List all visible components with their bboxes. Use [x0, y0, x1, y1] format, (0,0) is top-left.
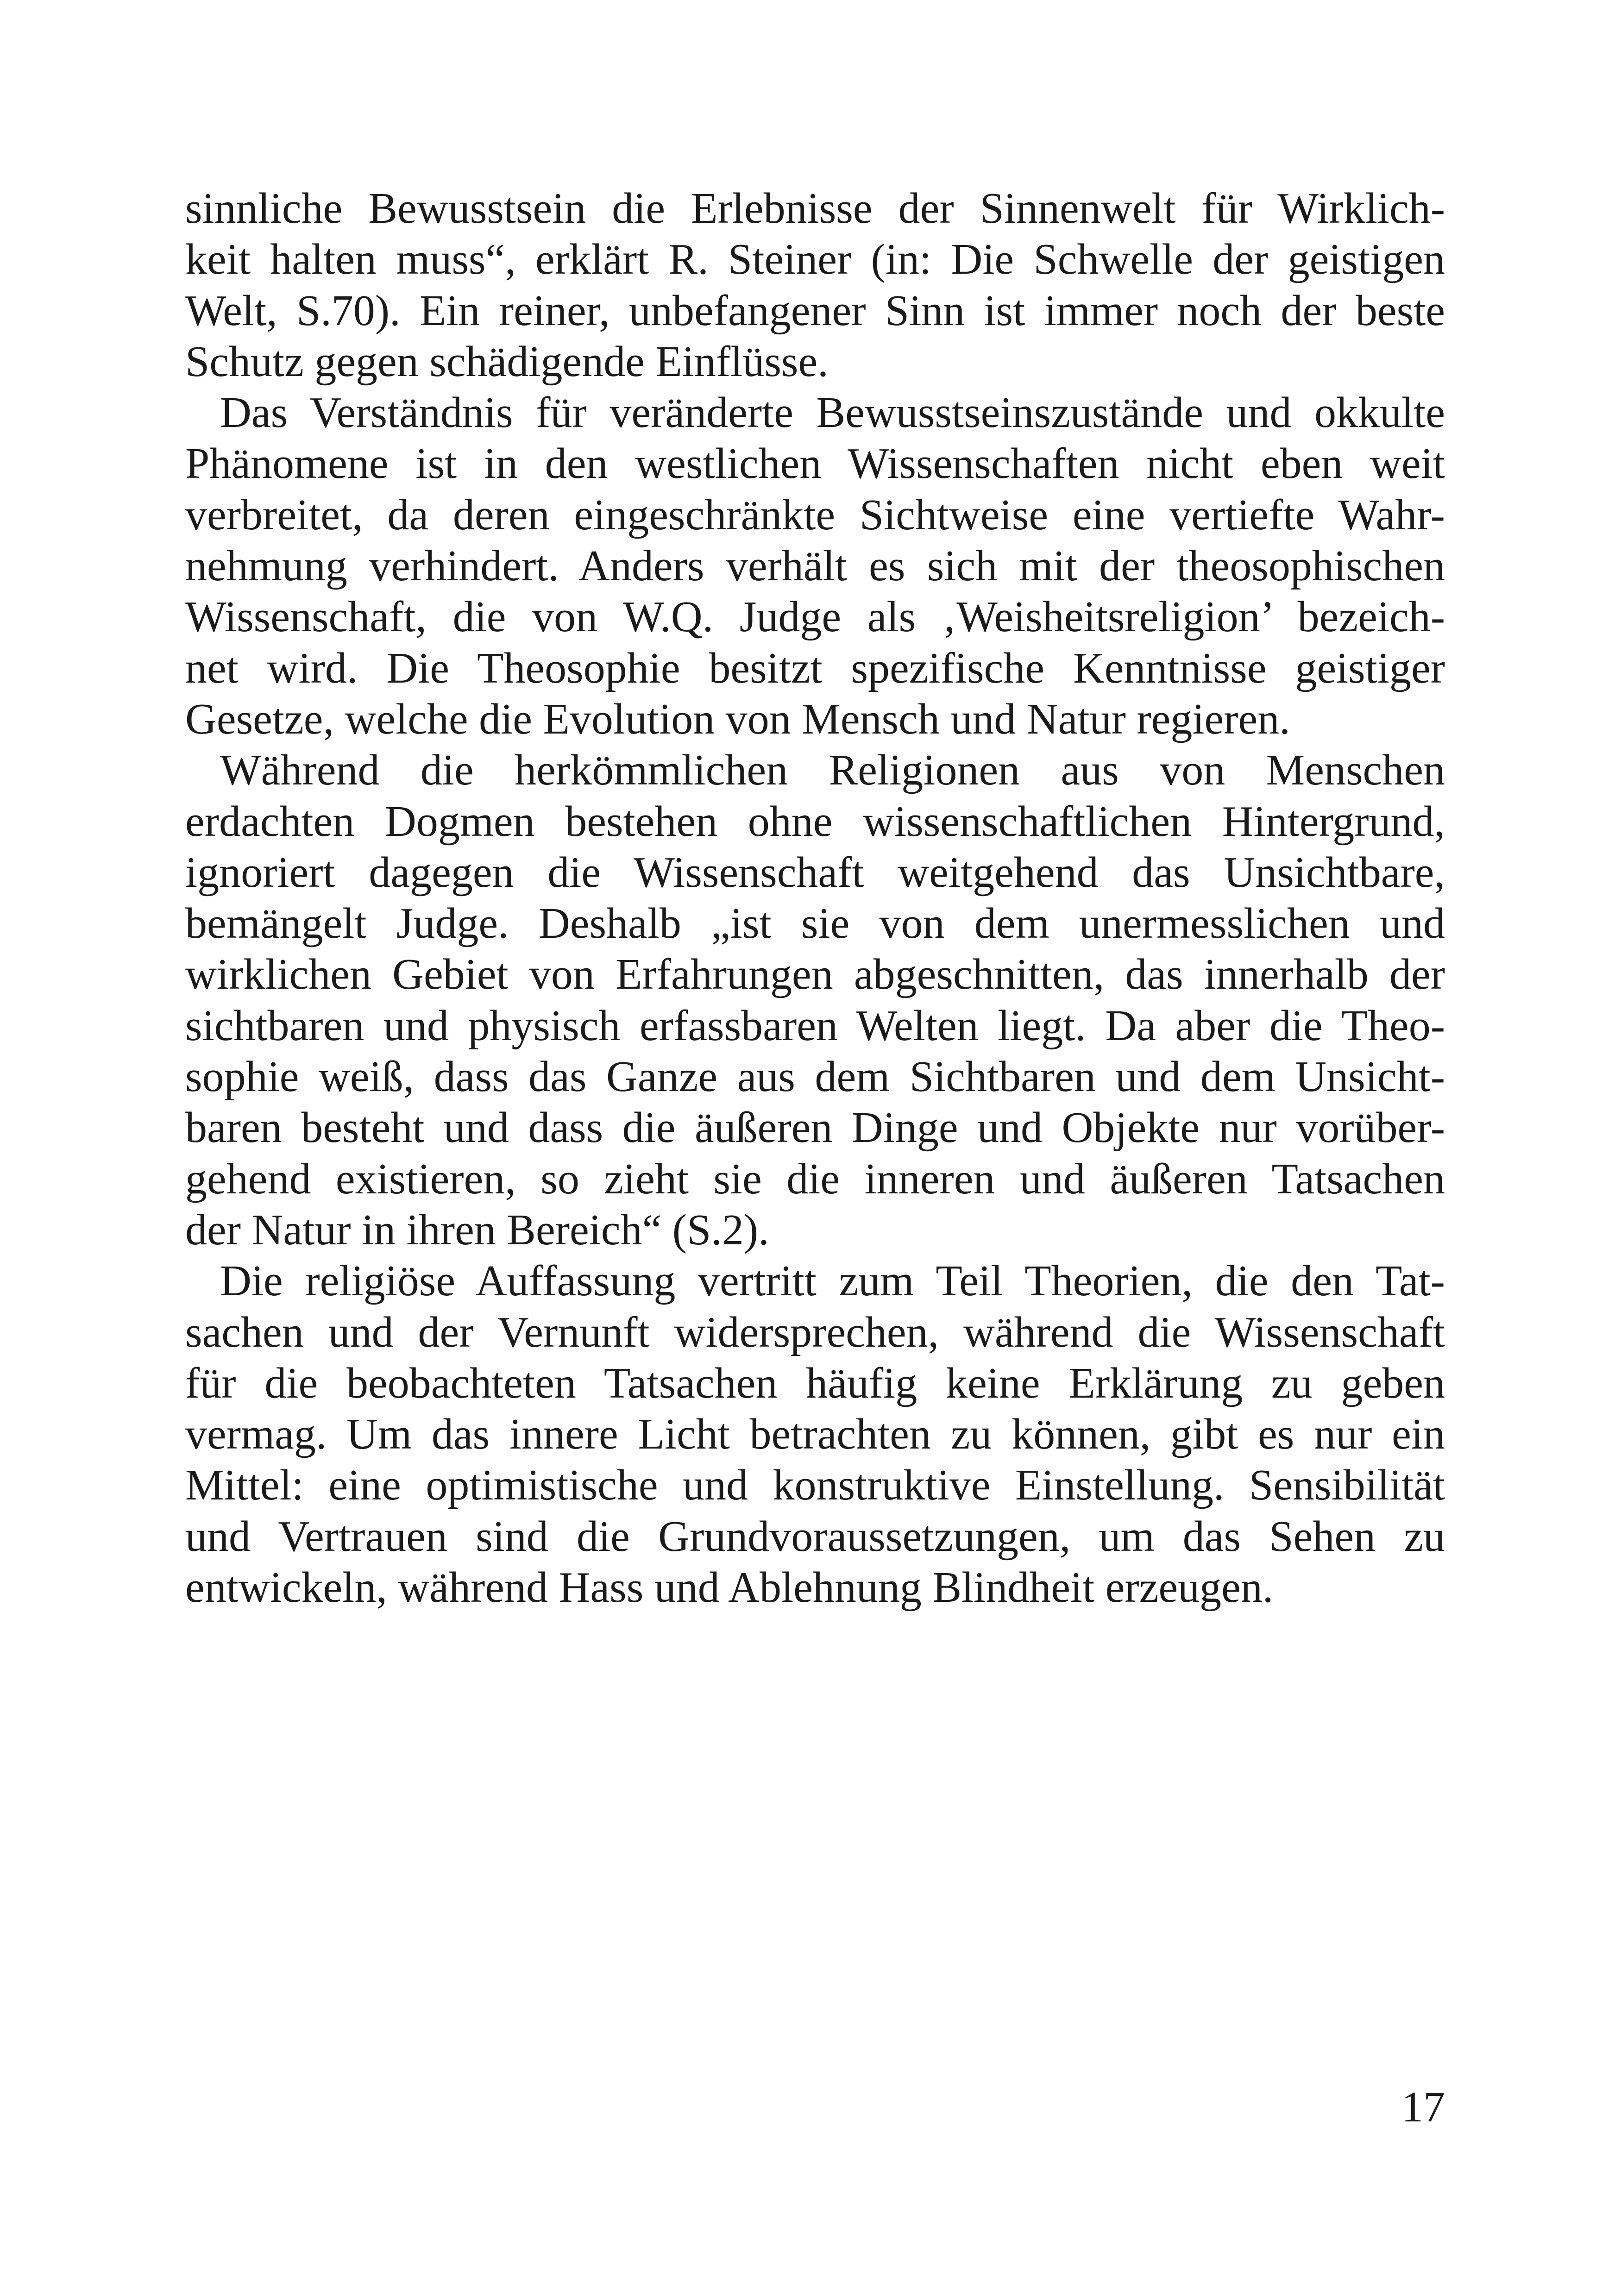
text-line: Welt, S.70). Ein reiner, unbefangener Sinn ist immer noch der beste [185, 286, 1445, 335]
text-line: keit halten muss“, erklärt R. Steiner (in: Die Schwelle der geistigen [185, 235, 1445, 284]
text-line: bemängelt Judge. Deshalb „ist sie von dem unermesslichen und [185, 899, 1445, 948]
text-line: Die religiöse Auffassung vertritt zum Teil Theorien, die den Tat- [220, 1257, 1445, 1305]
text-line: gehend existieren, so zieht sie die inneren und äußeren Tatsachen [185, 1154, 1445, 1203]
text-line: Gesetze, welche die Evolution von Mensch und Natur regieren. [185, 695, 1290, 743]
text-line: sachen und der Vernunft widersprechen, während die Wissenschaft [185, 1308, 1445, 1356]
text-line: wirklichen Gebiet von Erfahrungen abgeschnitten, das innerhalb der [185, 950, 1445, 999]
text-line: und Vertrauen sind die Grundvoraussetzungen, um das Sehen zu [185, 1512, 1445, 1561]
text-line: für die beobachteten Tatsachen häufig keine Erklärung zu geben [185, 1359, 1445, 1407]
text-line: ignoriert dagegen die Wissenschaft weitgehend das Unsichtbare, [185, 848, 1445, 897]
text-line: Wissenschaft, die von W.Q. Judge als ‚Weisheitsreligion’ bezeich- [185, 593, 1445, 641]
text-line: entwickeln, während Hass und Ablehnung Blindheit erzeugen. [185, 1563, 1274, 1612]
text-line: net wird. Die Theosophie besitzt spezifische Kenntnisse geistiger [185, 644, 1445, 692]
text-line: sichtbaren und physisch erfassbaren Welten liegt. Da aber die Theo- [185, 1001, 1445, 1050]
paragraph-1 [185, 183, 1445, 387]
paragraph-2 [185, 387, 1445, 745]
text-line: vermag. Um das innere Licht betrachten zu können, gibt es nur ein [185, 1410, 1445, 1459]
text-line: Das Verständnis für veränderte Bewusstseinszustände und okkulte [220, 389, 1445, 437]
text-line: erdachten Dogmen bestehen ohne wissenschaftlichen Hintergrund, [185, 797, 1445, 846]
text-line: verbreitet, da deren eingeschränkte Sichtweise eine vertiefte Wahr- [185, 490, 1445, 539]
text-line: Mittel: eine optimistische und konstruktive Einstellung. Sensibilität [185, 1461, 1445, 1510]
text-line: der Natur in ihren Bereich“ (S.2). [185, 1205, 769, 1254]
paragraph-4 [185, 1255, 1445, 1613]
text-line: Während die herkömmlichen Religionen aus von Menschen [220, 746, 1445, 795]
text-line: sinnliche Bewusstsein die Erlebnisse der Sinnenwelt für Wirklich- [185, 184, 1445, 232]
text-line: sophie weiß, dass das Ganze aus dem Sichtbaren und dem Unsicht- [185, 1053, 1445, 1101]
text-line: baren besteht und dass die äußeren Dinge und Objekte nur vorüber- [185, 1104, 1445, 1152]
page-number: 17 [1401, 2083, 1445, 2131]
paragraph-3 [185, 745, 1445, 1255]
text-line: nehmung verhindert. Anders verhält es sich mit der theosophischen [185, 542, 1445, 590]
text-line: Phänomene ist in den westlichen Wissenschaften nicht eben weit [185, 439, 1445, 488]
text-line: Schutz gegen schädigende Einflüsse. [185, 337, 829, 386]
body-text [185, 183, 1445, 1613]
